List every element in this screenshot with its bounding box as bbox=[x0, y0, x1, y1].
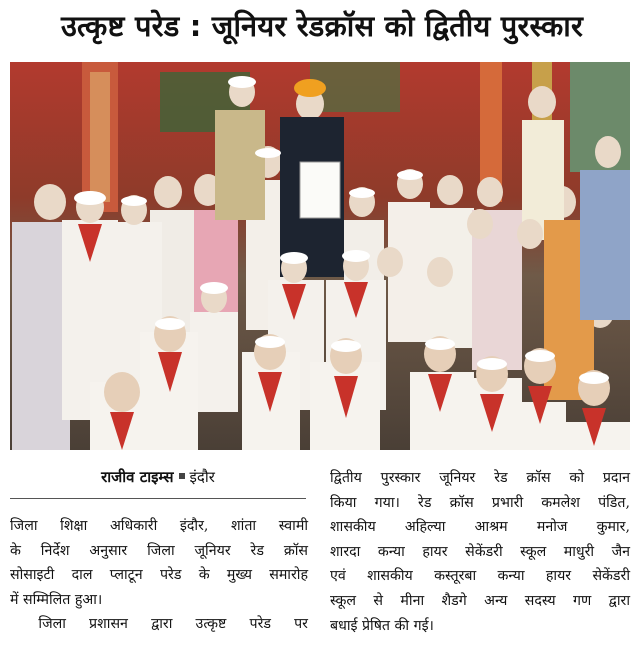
byline-divider bbox=[10, 498, 306, 499]
article-line: स्कूल से मीना शैडगे अन्य सदस्य गण द्वारा bbox=[330, 592, 630, 609]
headline: उत्कृष्ट परेड : जूनियर रेडक्रॉस को द्वितीय पुरस्कार bbox=[60, 9, 584, 43]
group-photo-icon bbox=[10, 62, 630, 450]
news-photo bbox=[10, 62, 630, 450]
article-line: एवं शासकीय कस्तूरबा कन्या हायर सेकेंडरी bbox=[330, 568, 630, 585]
byline-source: राजीव टाइम्स bbox=[101, 468, 174, 486]
article-line: शारदा कन्या हायर सेकेंडरी स्कूल माधुरी जैन bbox=[330, 543, 630, 560]
byline bbox=[10, 466, 306, 488]
article-line: के निर्देश अनुसार जिला जूनियर रेड क्रॉस bbox=[10, 542, 308, 559]
article-line: शासकीय अहिल्या आश्रम मनोज कुमार, bbox=[330, 519, 630, 536]
article-line: जिला प्रशासन द्वारा उत्कृष्ट परेड पर bbox=[38, 616, 308, 633]
article-line: द्वितीय पुरस्कार जूनियर रेड क्रॉस को प्रदान bbox=[330, 470, 630, 486]
article-column-left bbox=[10, 514, 308, 637]
bullet-icon bbox=[179, 473, 185, 479]
article-line: में सम्मिलित हुआ। bbox=[10, 591, 103, 608]
article-line: जिला शिक्षा अधिकारी इंदौर, शांता स्वामी bbox=[10, 518, 308, 534]
article-line: सोसाइटी दाल प्लाटून परेड के मुख्य समारोह bbox=[10, 567, 308, 584]
article-line: बधाई प्रेषित की गई। bbox=[330, 617, 434, 634]
article-line: किया गया। रेड क्रॉस प्रभारी कमलेश पंडित, bbox=[330, 494, 630, 511]
article-column-right bbox=[330, 466, 630, 638]
byline-city: इंदौर bbox=[189, 468, 215, 486]
